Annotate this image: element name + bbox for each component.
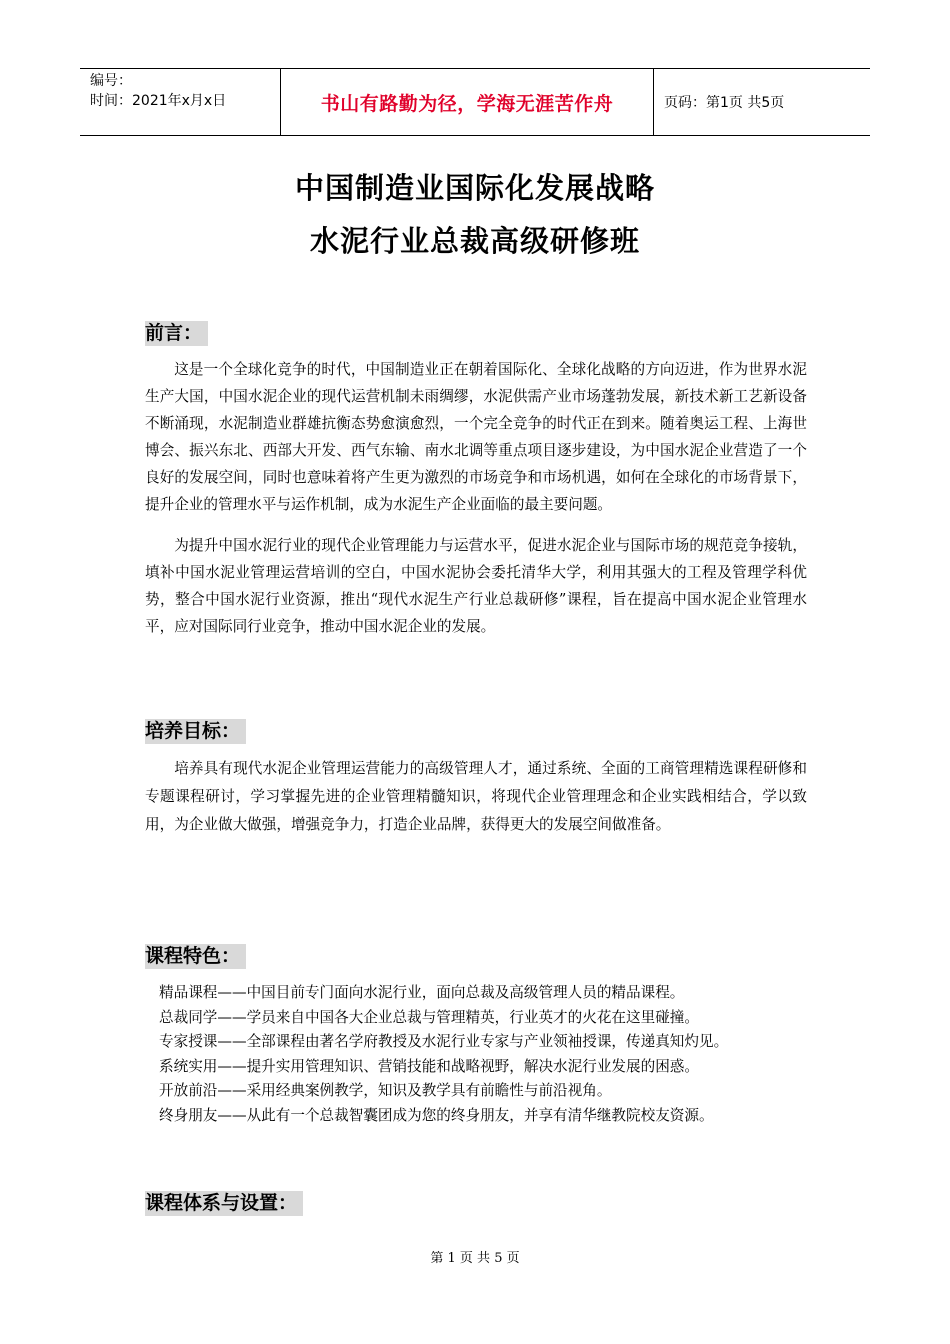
feature-item: 终身朋友——从此有一个总裁智囊团成为您的终身朋友，并享有清华继教院校友资源。 — [159, 1106, 714, 1124]
header-page-label: 页码：第1页 共5页 — [664, 95, 785, 111]
curriculum-heading: 课程体系与设置： — [145, 1191, 303, 1216]
header-meta — [80, 69, 280, 135]
document-header — [80, 68, 870, 136]
feature-item: 精品课程——中国目前专门面向水泥行业，面向总裁及高级管理人员的精品课程。 — [159, 984, 685, 1001]
header-motto: 书山有路勤为径，学海无涯苦作舟 — [280, 69, 654, 135]
feature-item: 开放前沿——采用经典案例教学，知识及教学具有前瞻性与前沿视角。 — [159, 1082, 612, 1099]
features-heading: 课程特色： — [145, 944, 246, 969]
goals-paragraph: 培养具有现代水泥企业管理运营能力的高级管理人才，通过系统、全面的工商管理精选课程研修和专题课程研讨，学习掌握先进的企业管理精髓知识，将现代企业管理理念和企业实践相结合，学以致用，为企业做大做强，增强竞争力，打造企业品牌，获得更大的发展空间做准备。 — [145, 760, 807, 833]
preface-paragraph-1: 这是一个全球化竞争的时代，中国制造业正在朝着国际化、全球化战略的方向迈进，作为世界水泥生产大国，中国水泥企业的现代运营机制未雨绸缪，水泥供需产业市场蓬勃发展，新技术新工艺新设备不断涌现，水泥制造业群雄抗衡态势愈演愈烈，一个完全竞争的时代正在到来。随着奥运工程、上海世博会、振兴东北、西部大开发、西气东输、南水北调等重点项目逐步建设，为中国水泥企业营造了一个良好的发展空间，同时也意味着将产生更为激烈的市场竞争和市场机遇，如何在全球化的市场背景下，提升企业的管理水平与运作机制，成为水泥生产企业面临的最主要问题。 — [145, 361, 807, 513]
preface-heading: 前言： — [145, 321, 208, 346]
preface-paragraph-2: 为提升中国水泥行业的现代企业管理能力与运营水平，促进水泥企业与国际市场的规范竞争接轨，填补中国水泥业管理运营培训的空白，中国水泥协会委托清华大学，利用其强大的工程及管理学科优势，整合中国水泥行业资源，推出“现代水泥生产行业总裁研修”课程，旨在提高中国水泥企业管理水平，应对国际同行业竞争，推动中国水泥企业的发展。 — [145, 537, 807, 635]
features-list — [159, 981, 859, 1128]
feature-item: 系统实用——提升实用管理知识、营销技能和战略视野，解决水泥行业发展的困惑。 — [159, 1057, 699, 1075]
header-time-label: 时间：2021年x月x日 — [90, 93, 227, 109]
title-line-2: 水泥行业总裁高级研修班 — [309, 224, 640, 258]
footer-page-number: 第 1 页 共 5 页 — [430, 1251, 520, 1266]
title-line-1: 中国制造业国际化发展战略 — [294, 171, 655, 205]
feature-item: 专家授课——全部课程由著名学府教授及水泥行业专家与产业领袖授课，传递真知灼见。 — [159, 1033, 729, 1050]
goals-heading: 培养目标： — [145, 719, 246, 744]
feature-item: 总裁同学——学员来自中国各大企业总裁与管理精英，行业英才的火花在这里碰撞。 — [159, 1008, 699, 1026]
header-number-label: 编号： — [90, 73, 132, 89]
